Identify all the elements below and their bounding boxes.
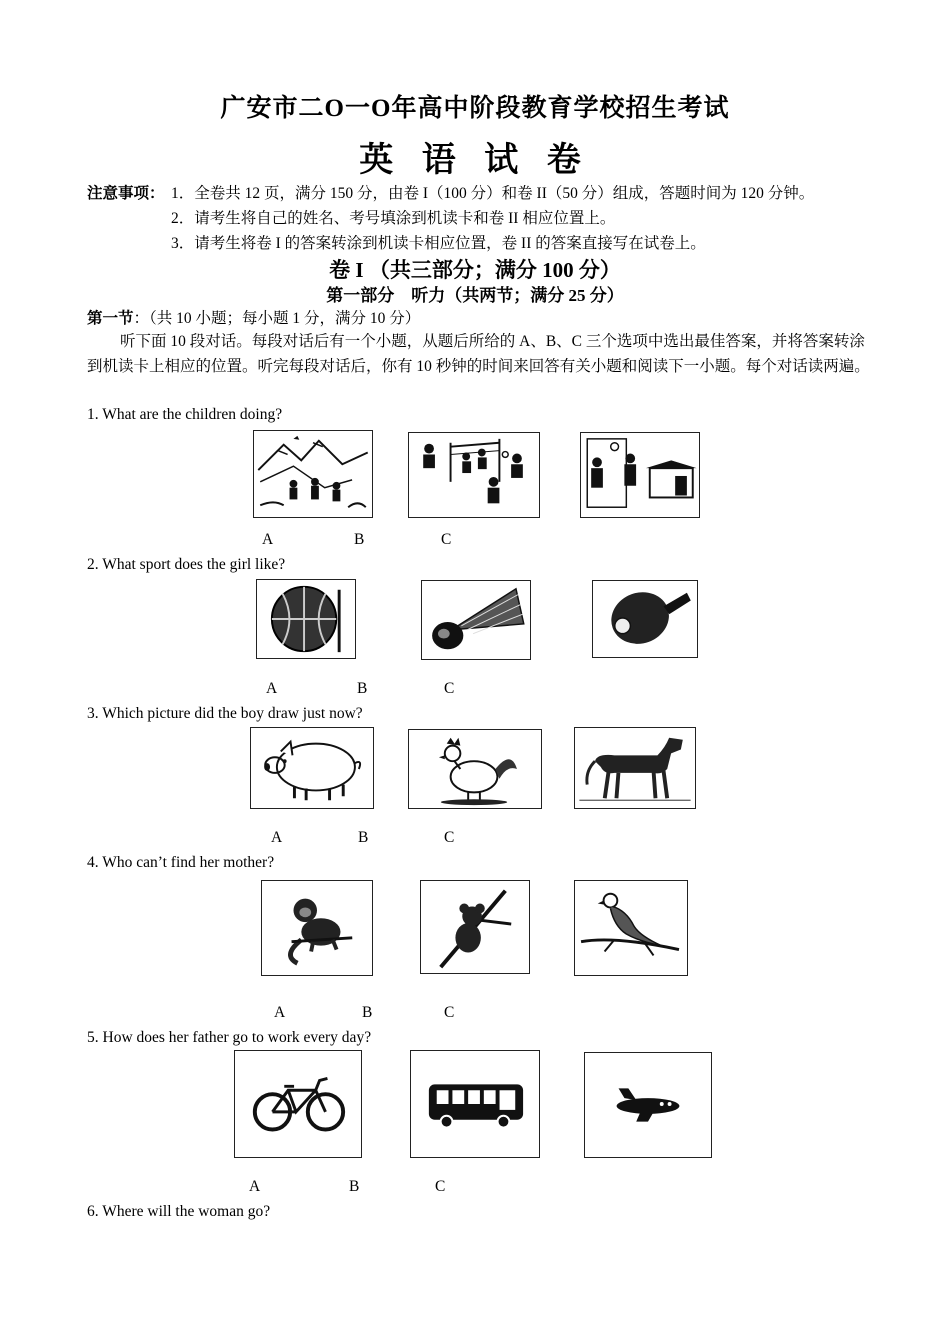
option-4c-label: C [444,1004,455,1021]
option-4b-label: B [362,1004,373,1021]
option-4c-picture [574,880,688,976]
part-title: 第一部分 听力（共两节；满分 25 分） [326,286,624,305]
option-1b-picture [408,432,540,518]
option-5a-picture [234,1050,362,1158]
question-3: 3. Which picture did the boy draw just now? [87,705,363,722]
note-item-2: 2．请考生将自己的姓名、考号填涂到机读卡和卷 II 相应位置上。 [171,210,616,227]
note-item-3: 3．请考生将卷 I 的答案转涂到机读卡相应位置，卷 II 的答案直接写在试卷上。 [171,235,706,252]
section-instructions: 听下面 10 段对话。每段对话后有一个小题，从题后所给的 A、B、C 三个选项中选出最佳答案，并将答案转涂到机读卡上相应的位置。听完每段对话后，你有 10 秒钟的时间来回答有关小题和阅读下一小题。每个对话读两遍。 [87,333,870,375]
bicycle-picture [235,1051,361,1157]
option-4a-picture [261,880,373,976]
shuttlecock-picture [422,581,530,659]
option-2c-picture [592,580,698,658]
horse-picture [575,728,695,808]
monkey-picture [262,881,372,975]
children-playing-volleyball-picture [409,433,539,517]
note-item-1: 1．全卷共 12 页，满分 150 分，由卷 I（100 分）和卷 II（50 分）组成，答题时间为 120 分钟。 [171,185,815,202]
option-2b-picture [421,580,531,660]
question-1: 1. What are the children doing? [87,406,283,423]
option-1c-picture [580,432,700,518]
option-3b-label: B [358,829,369,846]
option-2a-picture [256,579,356,659]
option-4b-picture [420,880,530,974]
ping-pong-paddle-picture [593,581,697,657]
pig-picture [251,728,373,808]
option-5b-label: B [349,1178,360,1195]
option-1a-picture [253,430,373,518]
question-4: 4. Who can’t find her mother? [87,854,275,871]
option-3c-label: C [444,829,455,846]
children-going-to-school-picture [581,433,699,517]
question-6: 6. Where will the woman go? [87,1203,271,1220]
question-5: 5. How does her father go to work every day? [87,1029,372,1046]
option-1b-label: B [354,531,365,548]
option-4a-label: A [274,1004,286,1021]
option-3b-picture [408,729,542,809]
option-2c-label: C [444,680,455,697]
children-climbing-mountain-picture [254,431,372,517]
bus-picture [411,1051,539,1157]
exam-title: 广安市二O一O年高中阶段教育学校招生考试 [220,95,730,122]
bird-picture [575,881,687,975]
option-3a-picture [250,727,374,809]
option-5b-picture [410,1050,540,1158]
volume-title: 卷 I （共三部分；满分 100 分） [329,258,621,282]
notes-label: 注意事项： [87,185,165,202]
koala-picture [421,881,529,973]
basketball-picture [257,580,355,658]
option-5c-picture [584,1052,712,1158]
option-1a-label: A [262,531,274,548]
airplane-picture [585,1053,711,1157]
question-2: 2. What sport does the girl like? [87,556,286,573]
option-5a-label: A [249,1178,261,1195]
section-heading: 第一节：（共 10 小题；每小题 1 分，满分 10 分） [87,310,421,327]
option-3c-picture [574,727,696,809]
paper-title: 英 语 试 卷 [359,142,591,179]
option-3a-label: A [271,829,283,846]
option-5c-label: C [435,1178,446,1195]
option-2a-label: A [266,680,278,697]
rooster-picture [409,730,541,808]
option-2b-label: B [357,680,368,697]
option-1c-label: C [441,531,452,548]
